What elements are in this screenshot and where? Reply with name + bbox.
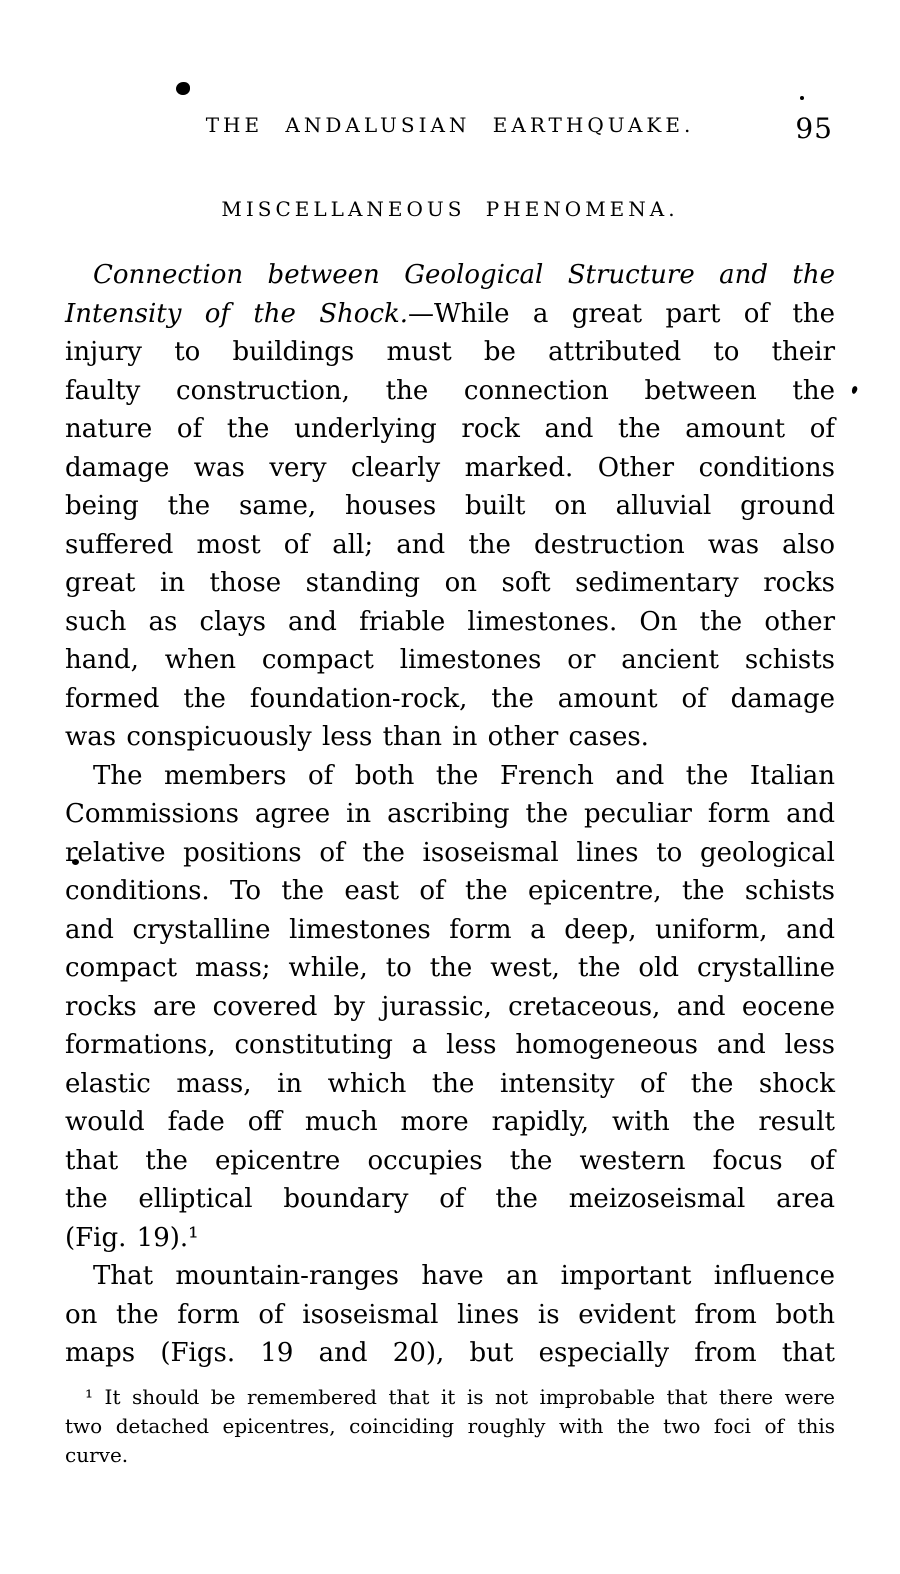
text-line [65, 949, 835, 988]
text-segment: formations, constituting a less homogeneous and less [65, 1030, 835, 1060]
text-line [65, 911, 835, 950]
text-segment: conditions. To the east of the epicentre, the schists [65, 876, 835, 906]
text-line [65, 295, 835, 334]
text-line [65, 718, 835, 757]
text-line [65, 1142, 835, 1181]
italic-text-segment: Connection between Geological Structure and the [93, 260, 835, 290]
paragraph-2 [65, 757, 835, 1258]
text-segment: That mountain-ranges have an important influence [93, 1261, 835, 1291]
text-segment: Commissions agree in ascribing the peculiar form and [65, 799, 835, 829]
text-segment: maps (Figs. 19 and 20), but especially from that [65, 1338, 835, 1368]
text-line [65, 564, 835, 603]
text-line [65, 872, 835, 911]
footnote [65, 1383, 835, 1470]
text-line [65, 333, 835, 372]
text-line [65, 1065, 835, 1104]
text-line [65, 680, 835, 719]
speck-artifact-above-page-number [800, 96, 804, 100]
text-line [65, 795, 835, 834]
text-segment: being the same, houses built on alluvial ground [65, 491, 835, 521]
italic-text-segment: Intensity of the Shock. [65, 298, 409, 329]
text-line [65, 988, 835, 1027]
text-line [65, 757, 835, 796]
text-line [65, 487, 835, 526]
text-segment: on the form of isoseismal lines is evident from both [65, 1299, 835, 1330]
text-line [65, 1383, 835, 1412]
text-line [65, 1180, 835, 1219]
page-header-title: THE ANDALUSIAN EARTHQUAKE. [205, 113, 695, 137]
text-segment: compact mass; while, to the west, the old crystalline [65, 953, 835, 983]
speck-artifact-right-margin [851, 385, 858, 394]
text-line [65, 1334, 835, 1373]
text-segment: faulty construction, the connection between the [65, 375, 835, 406]
text-segment: would fade off much more rapidly, with the result [65, 1107, 835, 1137]
text-line [65, 603, 835, 642]
text-segment: two detached epicentres, coinciding roughly with the two foci of this [65, 1413, 835, 1438]
text-block [65, 256, 835, 1470]
text-segment: curve. [65, 1442, 129, 1467]
text-segment: great in those standing on soft sedimentary rocks [65, 568, 835, 598]
text-line [65, 641, 835, 680]
text-line [65, 256, 835, 295]
text-segment: The members of both the French and the Italian [93, 760, 835, 791]
section-heading: MISCELLANEOUS PHENOMENA. [221, 197, 679, 221]
text-segment: such as clays and friable limestones. On the other [65, 606, 835, 637]
text-segment: was conspicuously less than in other cases. [65, 722, 649, 752]
text-line [65, 1103, 835, 1142]
text-line [65, 410, 835, 449]
text-segment: damage was very clearly marked. Other conditions [65, 452, 835, 483]
paragraph-1 [65, 256, 835, 757]
text-segment: —While a great part of the [408, 298, 835, 329]
text-line [65, 1441, 835, 1470]
text-segment: suffered most of all; and the destruction was also [65, 529, 835, 560]
ink-blot-artifact [176, 82, 190, 95]
text-segment: hand, when compact limestones or ancient schists [65, 645, 835, 675]
text-segment: formed the foundation-rock, the amount of damage [65, 683, 835, 714]
text-line [65, 1026, 835, 1065]
text-line [65, 526, 835, 565]
text-segment: that the epicentre occupies the western focus of [65, 1145, 835, 1176]
page-number: 95 [795, 112, 833, 145]
text-line [65, 1219, 835, 1258]
text-segment: rocks are covered by jurassic, cretaceous, and eocene [65, 991, 835, 1022]
text-segment: the elliptical boundary of the meizoseismal area [65, 1184, 835, 1214]
text-line [65, 1257, 835, 1296]
text-segment: elastic mass, in which the intensity of the shock [65, 1068, 835, 1099]
text-segment: relative positions of the isoseismal lines to geological [65, 837, 835, 868]
text-line [65, 834, 835, 873]
text-segment: injury to buildings must be attributed to their [65, 337, 835, 367]
text-segment: and crystalline limestones form a deep, uniform, and [65, 914, 835, 945]
paragraph-3 [65, 1257, 835, 1373]
running-header [65, 110, 835, 156]
text-line [65, 372, 835, 411]
text-segment: (Fig. 19).¹ [65, 1222, 199, 1253]
text-segment: ¹ It should be remembered that it is not improbable that there were [85, 1384, 835, 1409]
text-segment: nature of the underlying rock and the amount of [65, 414, 835, 444]
text-line [65, 1412, 835, 1441]
text-line [65, 1296, 835, 1335]
text-line [65, 449, 835, 488]
